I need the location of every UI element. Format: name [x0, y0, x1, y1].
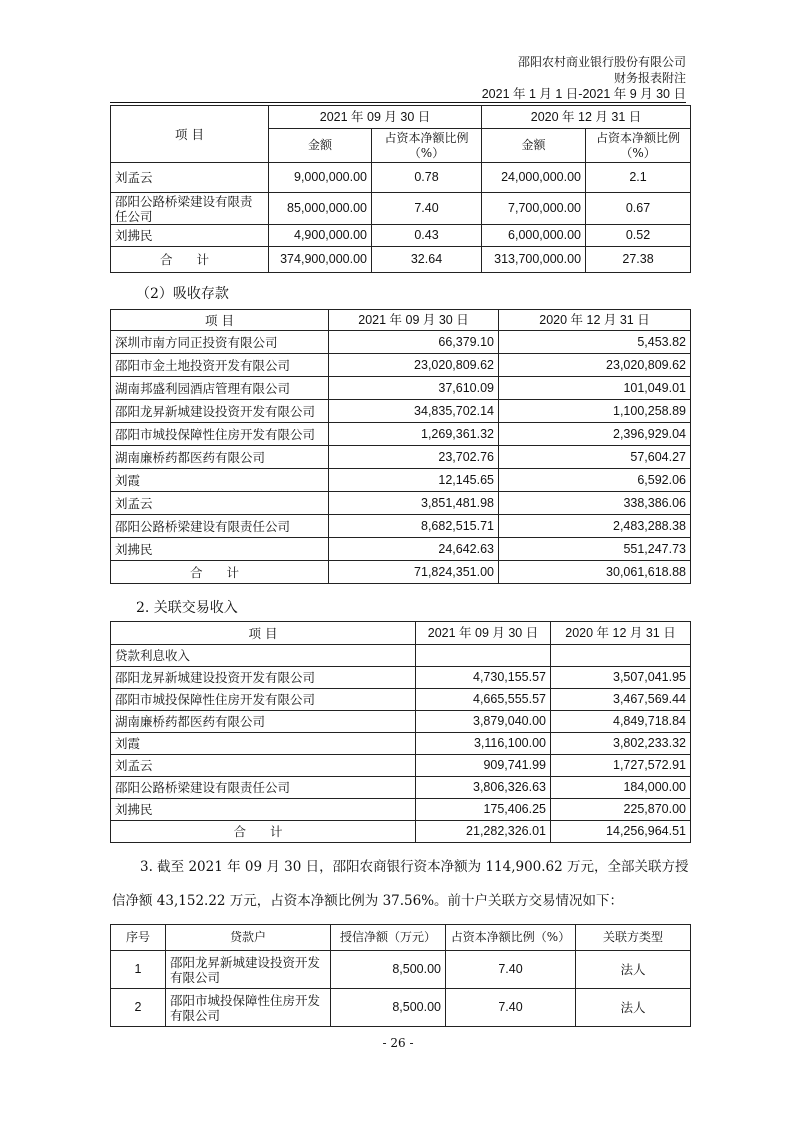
header-type: 关联方类型: [576, 925, 691, 951]
amount-2021: 4,900,000.00: [269, 225, 372, 247]
value-2021: 4,730,155.57: [416, 667, 551, 689]
amount-2020: 24,000,000.00: [482, 163, 586, 193]
table-row: [111, 400, 691, 423]
value-2020: 5,453.82: [499, 331, 691, 354]
ratio-2021: 7.40: [372, 193, 482, 225]
row-type: 法人: [576, 989, 691, 1027]
header-credit: 授信净额（万元）: [331, 925, 446, 951]
row-name: 邵阳市金土地投资开发有限公司: [111, 354, 329, 377]
item-header: 项 目: [111, 310, 329, 331]
value-2020: 3,467,569.44: [551, 689, 691, 711]
income-table: [110, 621, 691, 843]
paragraph-line-1: 3. 截至 2021 年 09 月 30 日，邵阳农商银行资本净额为 114,900.62 万元，全部关联方授: [140, 859, 689, 875]
row-name: 邵阳市城投保障性住房开发有限公司: [111, 689, 416, 711]
row-name: 湖南廉桥药都医药有限公司: [111, 711, 416, 733]
table-row: [111, 711, 691, 733]
header-borrower: 贷款户: [166, 925, 331, 951]
category-label: 贷款利息收入: [111, 645, 416, 667]
table-row: [111, 538, 691, 561]
row-ratio: 7.40: [446, 951, 576, 989]
row-name: 刘孟云: [111, 755, 416, 777]
date-header-2020: 2020 年 12 月 31 日: [551, 622, 691, 645]
value-2020: 1,727,572.91: [551, 755, 691, 777]
ratio-2020: 0.67: [586, 193, 691, 225]
table-row: [111, 667, 691, 689]
row-borrower: 邵阳市城投保障性住房开发有限公司: [166, 989, 331, 1027]
value-2020: 225,870.00: [551, 799, 691, 821]
row-ratio: 7.40: [446, 989, 576, 1027]
table-row: [111, 331, 691, 354]
table-row: [111, 163, 691, 193]
date-header-2020: 2020 年 12 月 31 日: [482, 106, 691, 129]
item-header: 项 目: [111, 106, 269, 163]
row-name: 邵阳公路桥梁建设有限责任公司: [111, 777, 416, 799]
total-amount-2020: 313,700,000.00: [482, 247, 586, 273]
value-2021: 34,835,702.14: [329, 400, 499, 423]
value-2021: 23,702.76: [329, 446, 499, 469]
amount-2021: 9,000,000.00: [269, 163, 372, 193]
value-2021: 909,741.99: [416, 755, 551, 777]
ratio-2020: 0.52: [586, 225, 691, 247]
row-name: 湖南邦盛利园酒店管理有限公司: [111, 377, 329, 400]
ratio-header: 占资本净额比例（%）: [372, 129, 482, 163]
row-name: 邵阳公路桥梁建设有限责任公司: [111, 193, 269, 225]
row-no: 2: [111, 989, 166, 1027]
row-no: 1: [111, 951, 166, 989]
ratio-2020: 2.1: [586, 163, 691, 193]
value-2020: 57,604.27: [499, 446, 691, 469]
header-period: 2021 年 1 月 1 日-2021 年 9 月 30 日: [481, 87, 686, 101]
value-2020: 101,049.01: [499, 377, 691, 400]
value-2020: 338,386.06: [499, 492, 691, 515]
row-name: 刘孟云: [111, 163, 269, 193]
table-row: [111, 951, 691, 989]
header-company: 邵阳农村商业银行股份有限公司: [517, 55, 686, 69]
value-2021: 3,116,100.00: [416, 733, 551, 755]
value-2021: 8,682,515.71: [329, 515, 499, 538]
table-row: [111, 799, 691, 821]
value-2020: 3,802,233.32: [551, 733, 691, 755]
value-2020: 184,000.00: [551, 777, 691, 799]
row-name: 刘拂民: [111, 538, 329, 561]
amount-2021: 85,000,000.00: [269, 193, 372, 225]
amount-2020: 6,000,000.00: [482, 225, 586, 247]
value-2020: 551,247.73: [499, 538, 691, 561]
total-amount-2021: 374,900,000.00: [269, 247, 372, 273]
total-label: 合 计: [111, 561, 329, 584]
date-header-2021: 2021 年 09 月 30 日: [416, 622, 551, 645]
row-name: 刘霞: [111, 733, 416, 755]
value-2020: 2,396,929.04: [499, 423, 691, 446]
header-ratio: 占资本净额比例（%）: [446, 925, 576, 951]
amount-header: 金额: [482, 129, 586, 163]
table-row: [111, 515, 691, 538]
top-related-table: [110, 924, 691, 1027]
value-2020: 6,592.06: [499, 469, 691, 492]
row-borrower: 邵阳龙昇新城建设投资开发有限公司: [166, 951, 331, 989]
total-row: [111, 247, 691, 273]
amount-2020: 7,700,000.00: [482, 193, 586, 225]
date-header-2021: 2021 年 09 月 30 日: [269, 106, 482, 129]
deposits-table: [110, 309, 691, 584]
paragraph-line-2: 信净额 43,152.22 万元，占资本净额比例为 37.56%。前十户关联方交易情况如下：: [112, 893, 624, 909]
table-row: [111, 492, 691, 515]
table-row: [111, 989, 691, 1027]
value-2021: 1,269,361.32: [329, 423, 499, 446]
value-2020: 23,020,809.62: [499, 354, 691, 377]
value-2021: 3,851,481.98: [329, 492, 499, 515]
ratio-2021: 0.78: [372, 163, 482, 193]
value-2021: 3,879,040.00: [416, 711, 551, 733]
ratio-2021: 0.43: [372, 225, 482, 247]
value-2021: 23,020,809.62: [329, 354, 499, 377]
ratio-header: 占资本净额比例（%）: [586, 129, 691, 163]
table-row: [111, 446, 691, 469]
total-2020: 30,061,618.88: [499, 561, 691, 584]
row-name: 刘孟云: [111, 492, 329, 515]
total-2021: 71,824,351.00: [329, 561, 499, 584]
section-title-income: 2. 关联交易收入: [136, 600, 238, 616]
value-2021: 12,145.65: [329, 469, 499, 492]
table-row: [111, 777, 691, 799]
row-name: 邵阳龙昇新城建设投资开发有限公司: [111, 667, 416, 689]
value-2020: 3,507,041.95: [551, 667, 691, 689]
total-2021: 21,282,326.01: [416, 821, 551, 843]
date-header-2021: 2021 年 09 月 30 日: [329, 310, 499, 331]
row-credit: 8,500.00: [331, 951, 446, 989]
total-row: [111, 821, 691, 843]
total-ratio-2021: 32.64: [372, 247, 482, 273]
related-loans-table: [110, 105, 691, 273]
row-name: 邵阳龙昇新城建设投资开发有限公司: [111, 400, 329, 423]
row-name: 刘拂民: [111, 799, 416, 821]
header-doc-title: 财务报表附注: [613, 71, 686, 85]
value-2020: 4,849,718.84: [551, 711, 691, 733]
row-credit: 8,500.00: [331, 989, 446, 1027]
item-header: 项 目: [111, 622, 416, 645]
value-2020: 2,483,288.38: [499, 515, 691, 538]
value-2021: 4,665,555.57: [416, 689, 551, 711]
table-row: [111, 193, 691, 225]
value-2021: 24,642.63: [329, 538, 499, 561]
value-2021: 66,379.10: [329, 331, 499, 354]
value-2021: 175,406.25: [416, 799, 551, 821]
table-row: [111, 377, 691, 400]
row-name: 刘拂民: [111, 225, 269, 247]
table-row: [111, 354, 691, 377]
amount-header: 金额: [269, 129, 372, 163]
row-name: 邵阳公路桥梁建设有限责任公司: [111, 515, 329, 538]
table-row: [111, 225, 691, 247]
value-2021: 37,610.09: [329, 377, 499, 400]
table-row: [111, 755, 691, 777]
total-row: [111, 561, 691, 584]
table-row: [111, 469, 691, 492]
table-row: [111, 733, 691, 755]
header-rule: [110, 102, 686, 103]
category-row: [111, 645, 691, 667]
section-title-deposits: （2）吸收存款: [136, 286, 229, 302]
header-no: 序号: [111, 925, 166, 951]
table-row: [111, 423, 691, 446]
row-name: 刘霞: [111, 469, 329, 492]
value-2020: 1,100,258.89: [499, 400, 691, 423]
row-type: 法人: [576, 951, 691, 989]
total-2020: 14,256,964.51: [551, 821, 691, 843]
row-name: 邵阳市城投保障性住房开发有限公司: [111, 423, 329, 446]
table-row: [111, 689, 691, 711]
row-name: 湖南廉桥药都医药有限公司: [111, 446, 329, 469]
page-number: - 26 -: [382, 1036, 414, 1050]
value-2021: 3,806,326.63: [416, 777, 551, 799]
row-name: 深圳市南方同正投资有限公司: [111, 331, 329, 354]
total-label: 合 计: [111, 247, 269, 273]
date-header-2020: 2020 年 12 月 31 日: [499, 310, 691, 331]
total-ratio-2020: 27.38: [586, 247, 691, 273]
total-label: 合 计: [111, 821, 416, 843]
